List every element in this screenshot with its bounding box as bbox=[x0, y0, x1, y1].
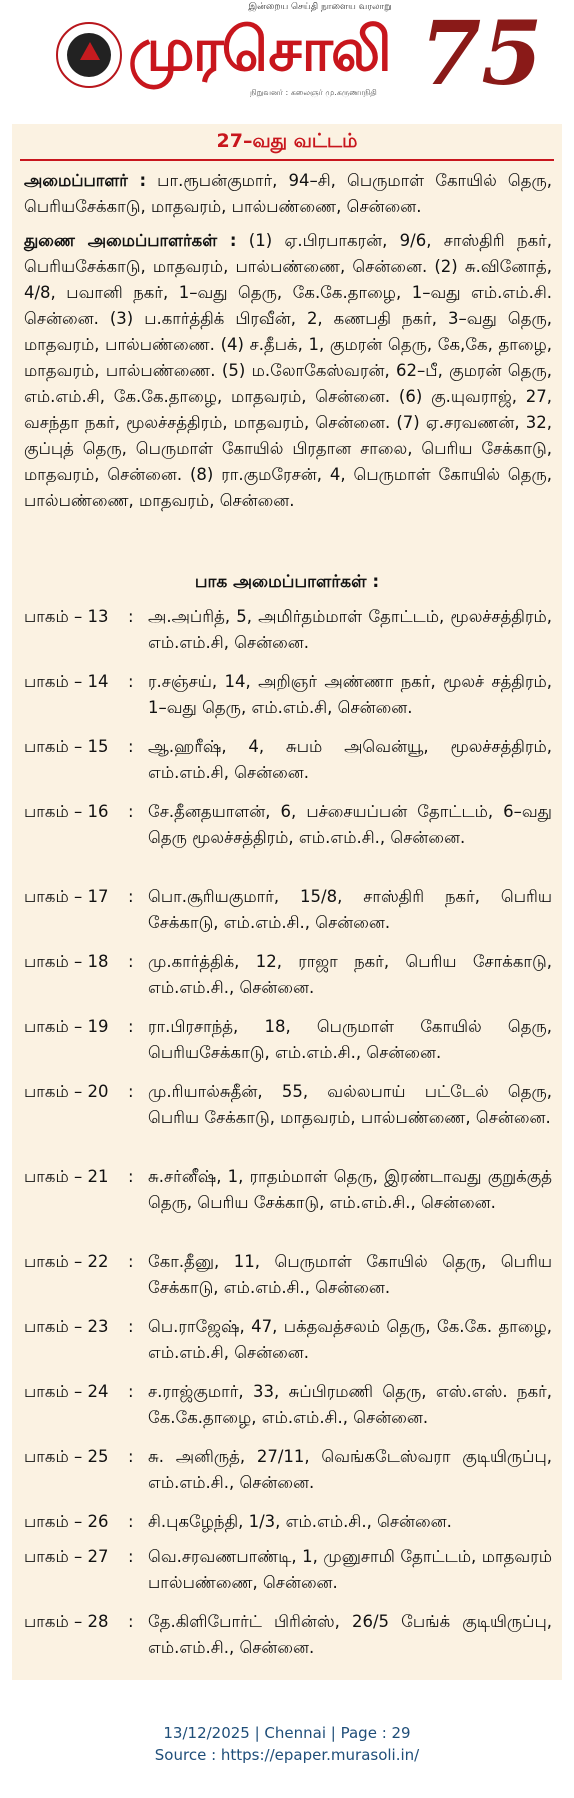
deputy-paragraph bbox=[24, 228, 552, 514]
unit-address: பொ.சூரியகுமார், 15/8, சாஸ்திரி நகர், பெரிய சேக்காடு, எம்.எம்.சி., சென்னை. bbox=[148, 887, 552, 932]
unit-address: ரா.பிரசாந்த், 18, பெருமாள் கோயில் தெரு, பெரியசேக்காடு, எம்.எம்.சி., சென்னை. bbox=[148, 1017, 552, 1062]
unit-number: பாகம் – 26 bbox=[24, 1512, 109, 1531]
unit-address: ர.சஞ்சய், 14, அறிஞர் அண்ணா நகர், மூலச் சத்திரம், 1–வது தெரு, எம்.எம்.சி, சென்னை. bbox=[148, 672, 552, 717]
unit-number: பாகம் – 24 bbox=[24, 1382, 109, 1401]
unit-address: தே.கிளிபோர்ட் பிரின்ஸ், 26/5 பேங்க் குடியிருப்பு, எம்.எம்.சி., சென்னை. bbox=[148, 1612, 552, 1657]
deputy-text: (1) ஏ.பிரபாகரன், 9/6, சாஸ்திரி நகர், பெரியசேக்காடு, மாதவரம், பால்பண்ணை, சென்னை. (2) சு.வினோத், 4/8, பவானி நகர், 1–வது தெரு, கே.கே.தாழை, 1–வது எம்.எம்.சி. சென்னை. (3) ப.கார்த்திக் பிரவீன், 2, கணபதி நகர், 3–வது தெரு, மாதவரம், பால்பண்ணை. (4) ச.தீபக், 1, குமரன் தெரு, கே,கே, தாழை, மாதவரம், பால்பண்ணை. (5) ம.லோகேஸ்வரன், 62–பீ, குமரன் தெரு, எம்.எம்.சி, கே.கே.தாழை, மாதவரம், சென்னை. (6) கு.யுவராஜ், 27, வசந்தா நகர், மூலச்சத்திரம், மாதவரம், சென்னை. (7) ஏ.சரவணன், 32, குப்புத் தெரு, பெருமாள் கோயில் பிரதான சாலை, பெரிய சேக்காடு, மாதவரம், சென்னை. (8) ரா.குமரேசன், 4, பெருமாள் கோயில் தெரு, பால்பண்ணை, மாதவரம், சென்னை. bbox=[24, 231, 552, 510]
unit-address: மு.கார்த்திக், 12, ராஜா நகர், பெரிய சோக்காடு, எம்.எம்.சி., சென்னை. bbox=[148, 952, 552, 997]
unit-address: சி.புகழேந்தி, 1/3, எம்.எம்.சி., சென்னை. bbox=[148, 1512, 452, 1531]
unit-address: வெ.சரவணபாண்டி, 1, முனுசாமி தோட்டம், மாதவரம் பால்பண்ணை, சென்னை. bbox=[148, 1547, 552, 1592]
unit-address: சு.சர்னீஷ், 1, ராதம்மாள் தெரு, இரண்டாவது குறுக்குத் தெரு, பெரிய சேக்காடு, எம்.எம்.சி., சென்னை. bbox=[148, 1167, 552, 1212]
unit-number: பாகம் – 19 bbox=[24, 1017, 109, 1036]
newspaper-logo: முரசொலி bbox=[128, 15, 390, 85]
unit-number: பாகம் – 28 bbox=[24, 1612, 109, 1631]
heading-divider bbox=[20, 159, 554, 161]
ward-section: 27–வது வட்டம் அமைப்பாளர் : பா.ரூபன்குமார், 94–சி, பெருமாள் கோயில் தெரு, பெரியசேக்காடு, மாதவரம், பால்பண்ணை, சென்னை. துணை அமைப்பாளர்கள் : (1) ஏ.பிரபாகரன், 9/6, சாஸ்திரி நகர், பெரியசேக்காடு, மாதவரம், பால்பண்ணை, சென்னை. (2) சு.வினோத், 4/8, பவானி நகர், 1–வது தெரு, கே.கே.தாழை, 1–வது எம்.எம்.சி. சென்னை. (3) ப.கார்த்திக் பிரவீன், 2, கணபதி நகர், 3–வது தெரு, மாதவரம், பால்பண்ணை. (4) ச.தீபக், 1, குமரன் தெரு, கே,கே, தாழை, மாதவரம், பால்பண்ணை. (5) ம.லோகேஸ்வரன், 62–பீ, குமரன் தெரு, எம்.எம்.சி, கே.கே.தாழை, மாதவரம், சென்னை. (6) கு.யுவராஜ், 27, வசந்தா நகர், மூலச்சத்திரம், மாதவரம், சென்னை. (7) ஏ.சரவணன், 32, குப்புத் தெரு, பெருமாள் கோயில் பிரதான சாலை, பெரிய சேக்காடு, மாதவரம், சென்னை. (8) ரா.குமரேசன், 4, பெருமாள் கோயில் தெரு, பால்பண்ணை, மாதவரம், சென்னை. பாக அமைப்பாளர்கள் : பாகம் – 13 : அ.அப்ரித், 5, அமிர்தம்மாள் தோட்டம், மூலச்சத்திரம், எம்.எம்.சி, சென்னை. பாகம் – 14 : ர.சஞ்சய், 14, அறிஞர் அண்ணா நகர், மூலச் சத்திரம், 1–வது தெரு, எம்.எம்.சி, சென்னை. பாகம் – 15 : ஆ.ஹரீஷ், 4, சுபம் அவென்யூ, மூலச்சத்திரம், எம்.எம்.சி, சென்னை. பாகம் – 16 : சே.தீனதயாளன், 6, பச்சையப்பன் தோட்டம், 6–வது தெரு மூலச்சத்திரம், எம்.எம்.சி., சென்னை. பாகம் – 17 : பொ.சூரியகுமார், 15/8, சாஸ்திரி நகர், பெரிய சேக்காடு, எம்.எம்.சி., சென்னை. பாகம் – 18 : மு.கார்த்திக், 12, ராஜா நகர், பெரிய சோக்காடு, எம்.எம்.சி., சென்னை. பாகம் – 19 : ரா.பிரசாந்த், 18, பெருமாள் கோயில் தெரு, பெரியசேக்காடு, எம்.எம்.சி., சென்னை. பாகம் – 20 : மு.ரியால்சுதீன், 55, வல்லபாய் பட்டேல் தெரு, பெரிய சேக்காடு, மாதவரம், பால்பண்ணை, சென்னை. பாகம் – 21 : சு.சர்னீஷ், 1, ராதம்மாள் தெரு, இரண்டாவது குறுக்குத் தெரு, பெரிய சேக்காடு, எம்.எம்.சி., சென்னை. பாகம் – 22 : கோ.தீனு, 11, பெருமாள் கோயில் தெரு, பெரிய சேக்காடு, எம்.எம்.சி., சென்னை. பாகம் – 23 : பெ.ராஜேஷ், 47, பக்தவத்சலம் தெரு, கே.கே. தாழை, எம்.எம்.சி, சென்னை. பாகம் – 24 : ச.ராஜ்குமார், 33, சுப்பிரமணி தெரு, எஸ்.எஸ். நகர், கே.கே.தாழை, எம்.எம்.சி., சென்னை. பாகம் – 25 : சு. அனிருத், 27/11, வெங்கடேஸ்வரா குடியிருப்பு, எம்.எம்.சி., சென்னை. பாகம் – 26 : சி.புகழேந்தி, 1/3, எம்.எம்.சி., சென்னை. பாகம் – 27 : வெ.சரவணபாண்டி, 1, முனுசாமி தோட்டம், மாதவரம் பால்பண்ணை, சென்னை. பாகம் – 28 : தே.கிளிபோர்ட் பிரின்ஸ், 26/5 பேங்க் குடியிருப்பு, எம்.எம்.சி., சென்னை. bbox=[12, 124, 562, 1680]
deputy-label: துணை அமைப்பாளர்கள் : bbox=[24, 231, 237, 250]
page-footer bbox=[0, 1722, 574, 1766]
unit-number: பாகம் – 16 bbox=[24, 802, 109, 821]
organizer-paragraph bbox=[24, 168, 552, 220]
units-heading: பாக அமைப்பாளர்கள் : bbox=[194, 572, 380, 592]
unit-address: ச.ராஜ்குமார், 33, சுப்பிரமணி தெரு, எஸ்.எஸ். நகர், கே.கே.தாழை, எம்.எம்.சி., சென்னை. bbox=[148, 1382, 552, 1427]
unit-number: பாகம் – 27 bbox=[24, 1547, 109, 1566]
unit-address: கோ.தீனு, 11, பெருமாள் கோயில் தெரு, பெரிய சேக்காடு, எம்.எம்.சி., சென்னை. bbox=[148, 1252, 552, 1297]
masthead-subtitle: நிறுவனர் : கலைஞர் மு.கருணாநிதி bbox=[250, 88, 377, 97]
ward-heading: 27–வது வட்டம் bbox=[216, 130, 358, 152]
unit-address: அ.அப்ரித், 5, அமிர்தம்மாள் தோட்டம், மூலச்சத்திரம், எம்.எம்.சி, சென்னை. bbox=[148, 607, 552, 652]
unit-number: பாகம் – 14 bbox=[24, 672, 109, 691]
source-link[interactable]: Source : https://epaper.murasoli.in/ bbox=[154, 1746, 420, 1764]
unit-address: சே.தீனதயாளன், 6, பச்சையப்பன் தோட்டம், 6–வது தெரு மூலச்சத்திரம், எம்.எம்.சி., சென்னை. bbox=[148, 802, 552, 847]
unit-address: ஆ.ஹரீஷ், 4, சுபம் அவென்யூ, மூலச்சத்திரம், எம்.எம்.சி, சென்னை. bbox=[148, 737, 552, 782]
unit-number: பாகம் – 13 bbox=[24, 607, 109, 626]
unit-number: பாகம் – 22 bbox=[24, 1252, 109, 1271]
masthead-tagline: இன்றைய செய்தி நாளைய வரலாறு bbox=[248, 2, 392, 12]
unit-number: பாகம் – 15 bbox=[24, 737, 109, 756]
organizer-text: பா.ரூபன்குமார், 94–சி, பெருமாள் கோயில் தெரு, பெரியசேக்காடு, மாதவரம், பால்பண்ணை, சென்னை. bbox=[24, 171, 552, 216]
unit-number: பாகம் – 25 bbox=[24, 1447, 109, 1466]
unit-number: பாகம் – 23 bbox=[24, 1317, 109, 1336]
party-seal-icon bbox=[56, 22, 122, 88]
unit-number: பாகம் – 17 bbox=[24, 887, 109, 906]
unit-address: பெ.ராஜேஷ், 47, பக்தவத்சலம் தெரு, கே.கே. தாழை, எம்.எம்.சி, சென்னை. bbox=[148, 1317, 552, 1362]
organizer-label: அமைப்பாளர் : bbox=[24, 171, 147, 190]
unit-number: பாகம் – 20 bbox=[24, 1082, 109, 1101]
masthead bbox=[0, 0, 574, 112]
unit-address: மு.ரியால்சுதீன், 55, வல்லபாய் பட்டேல் தெரு, பெரிய சேக்காடு, மாதவரம், பால்பண்ணை, சென்னை. bbox=[148, 1082, 552, 1127]
unit-number: பாகம் – 18 bbox=[24, 952, 109, 971]
edition-info: 13/12/2025 | Chennai | Page : 29 bbox=[163, 1724, 411, 1742]
unit-number: பாகம் – 21 bbox=[24, 1167, 109, 1186]
anniversary-emblem: 75 bbox=[420, 1, 543, 105]
unit-address: சு. அனிருத், 27/11, வெங்கடேஸ்வரா குடியிருப்பு, எம்.எம்.சி., சென்னை. bbox=[148, 1447, 552, 1492]
